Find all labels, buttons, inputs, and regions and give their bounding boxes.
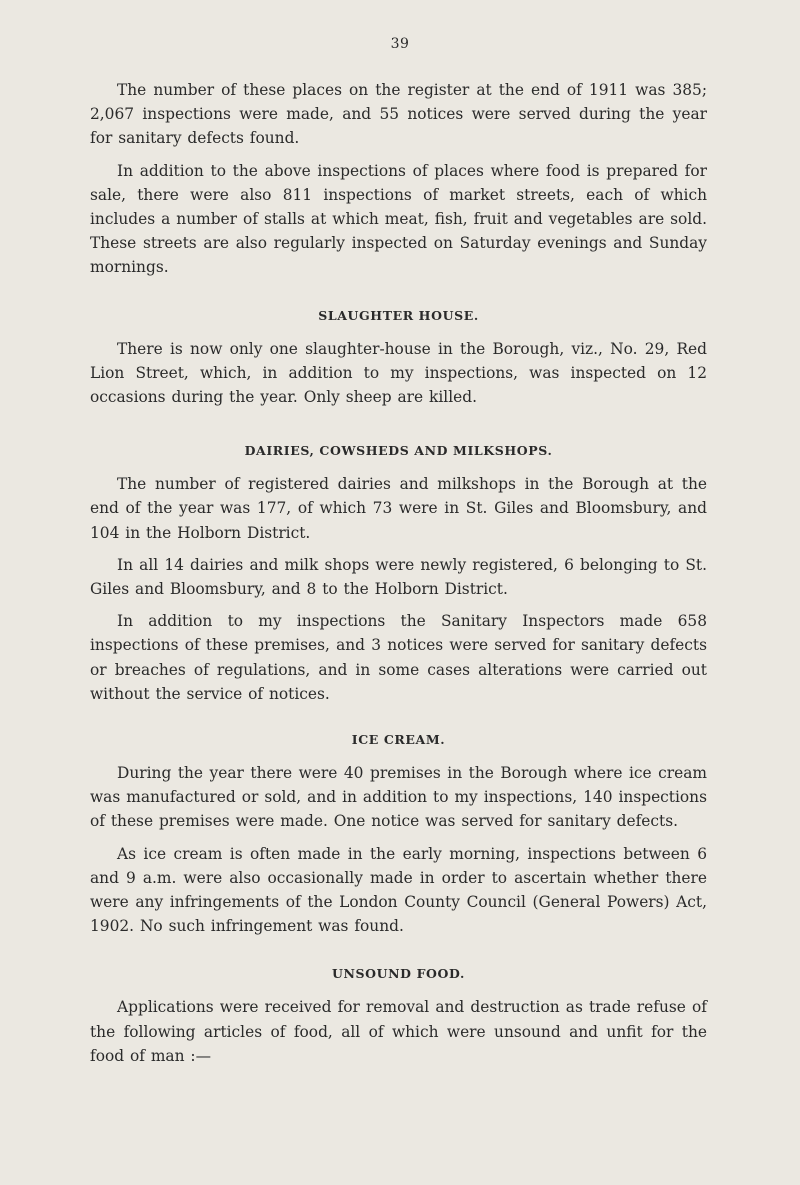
section-heading-slaughter-house: SLAUGHTER HOUSE. (318, 307, 479, 323)
ice-cream-paragraph-2: As ice cream is often made in the early morning, inspections between 6 and 9 a.m. were also occasionally made in order to ascertain whether there were any infringements of the London County Council (General Powers) Act, 1902. No such infringement was found. (90, 844, 707, 936)
slaughter-house-paragraph-1: There is now only one slaughter-house in the Borough, viz., No. 29, Red Lion Street, which, in addition to my inspections, was inspected on 12 occasions during the year. Only sheep are killed. (90, 339, 707, 407)
intro-paragraph-2: In addition to the above inspections of places where food is prepared for sale, there were also 811 inspections of market streets, each of which includes a number of stalls at which meat, fish, fruit and vegetables are sold. These streets are also regularly inspected on Saturday evenings and Sunday mornings. (90, 161, 707, 277)
section-heading-unsound-food: UNSOUND FOOD. (332, 966, 465, 982)
ice-cream-paragraph-1: During the year there were 40 premises in the Borough where ice cream was manufactured or sold, and in addition to my inspections, 140 inspections of these premises were made. One notice was served for sanitary defects. (90, 764, 707, 831)
dairies-paragraph-2: In all 14 dairies and milk shops were newly registered, 6 belonging to St. Giles and Bloomsbury, and 8 to the Holborn District. (90, 555, 707, 599)
intro-paragraph-1: The number of these places on the register at the end of 1911 was 385; 2,067 inspections were made, and 55 notices were served during the year for sanitary defects found. (90, 81, 707, 148)
page-body (90, 78, 707, 1076)
section-heading-ice-cream: ICE CREAM. (351, 732, 446, 748)
dairies-paragraph-1: The number of registered dairies and milkshops in the Borough at the end of the year was 177, of which 73 were in St. Giles and Bloomsbury, and 104 in the Holborn District. (90, 475, 707, 542)
page-number: 39 (390, 36, 410, 52)
section-heading-dairies: DAIRIES, COWSHEDS AND MILKSHOPS. (244, 443, 553, 459)
dairies-paragraph-3: In addition to my inspections the Sanitary Inspectors made 658 inspections of these premises, and 3 notices were served for sanitary defects or breaches of regulations, and in some cases alterations were carried out without the service of notices. (90, 612, 707, 703)
unsound-food-paragraph-1: Applications were received for removal and destruction as trade refuse of the following articles of food, all of which were unsound and unfit for the food of man :— (90, 998, 707, 1065)
